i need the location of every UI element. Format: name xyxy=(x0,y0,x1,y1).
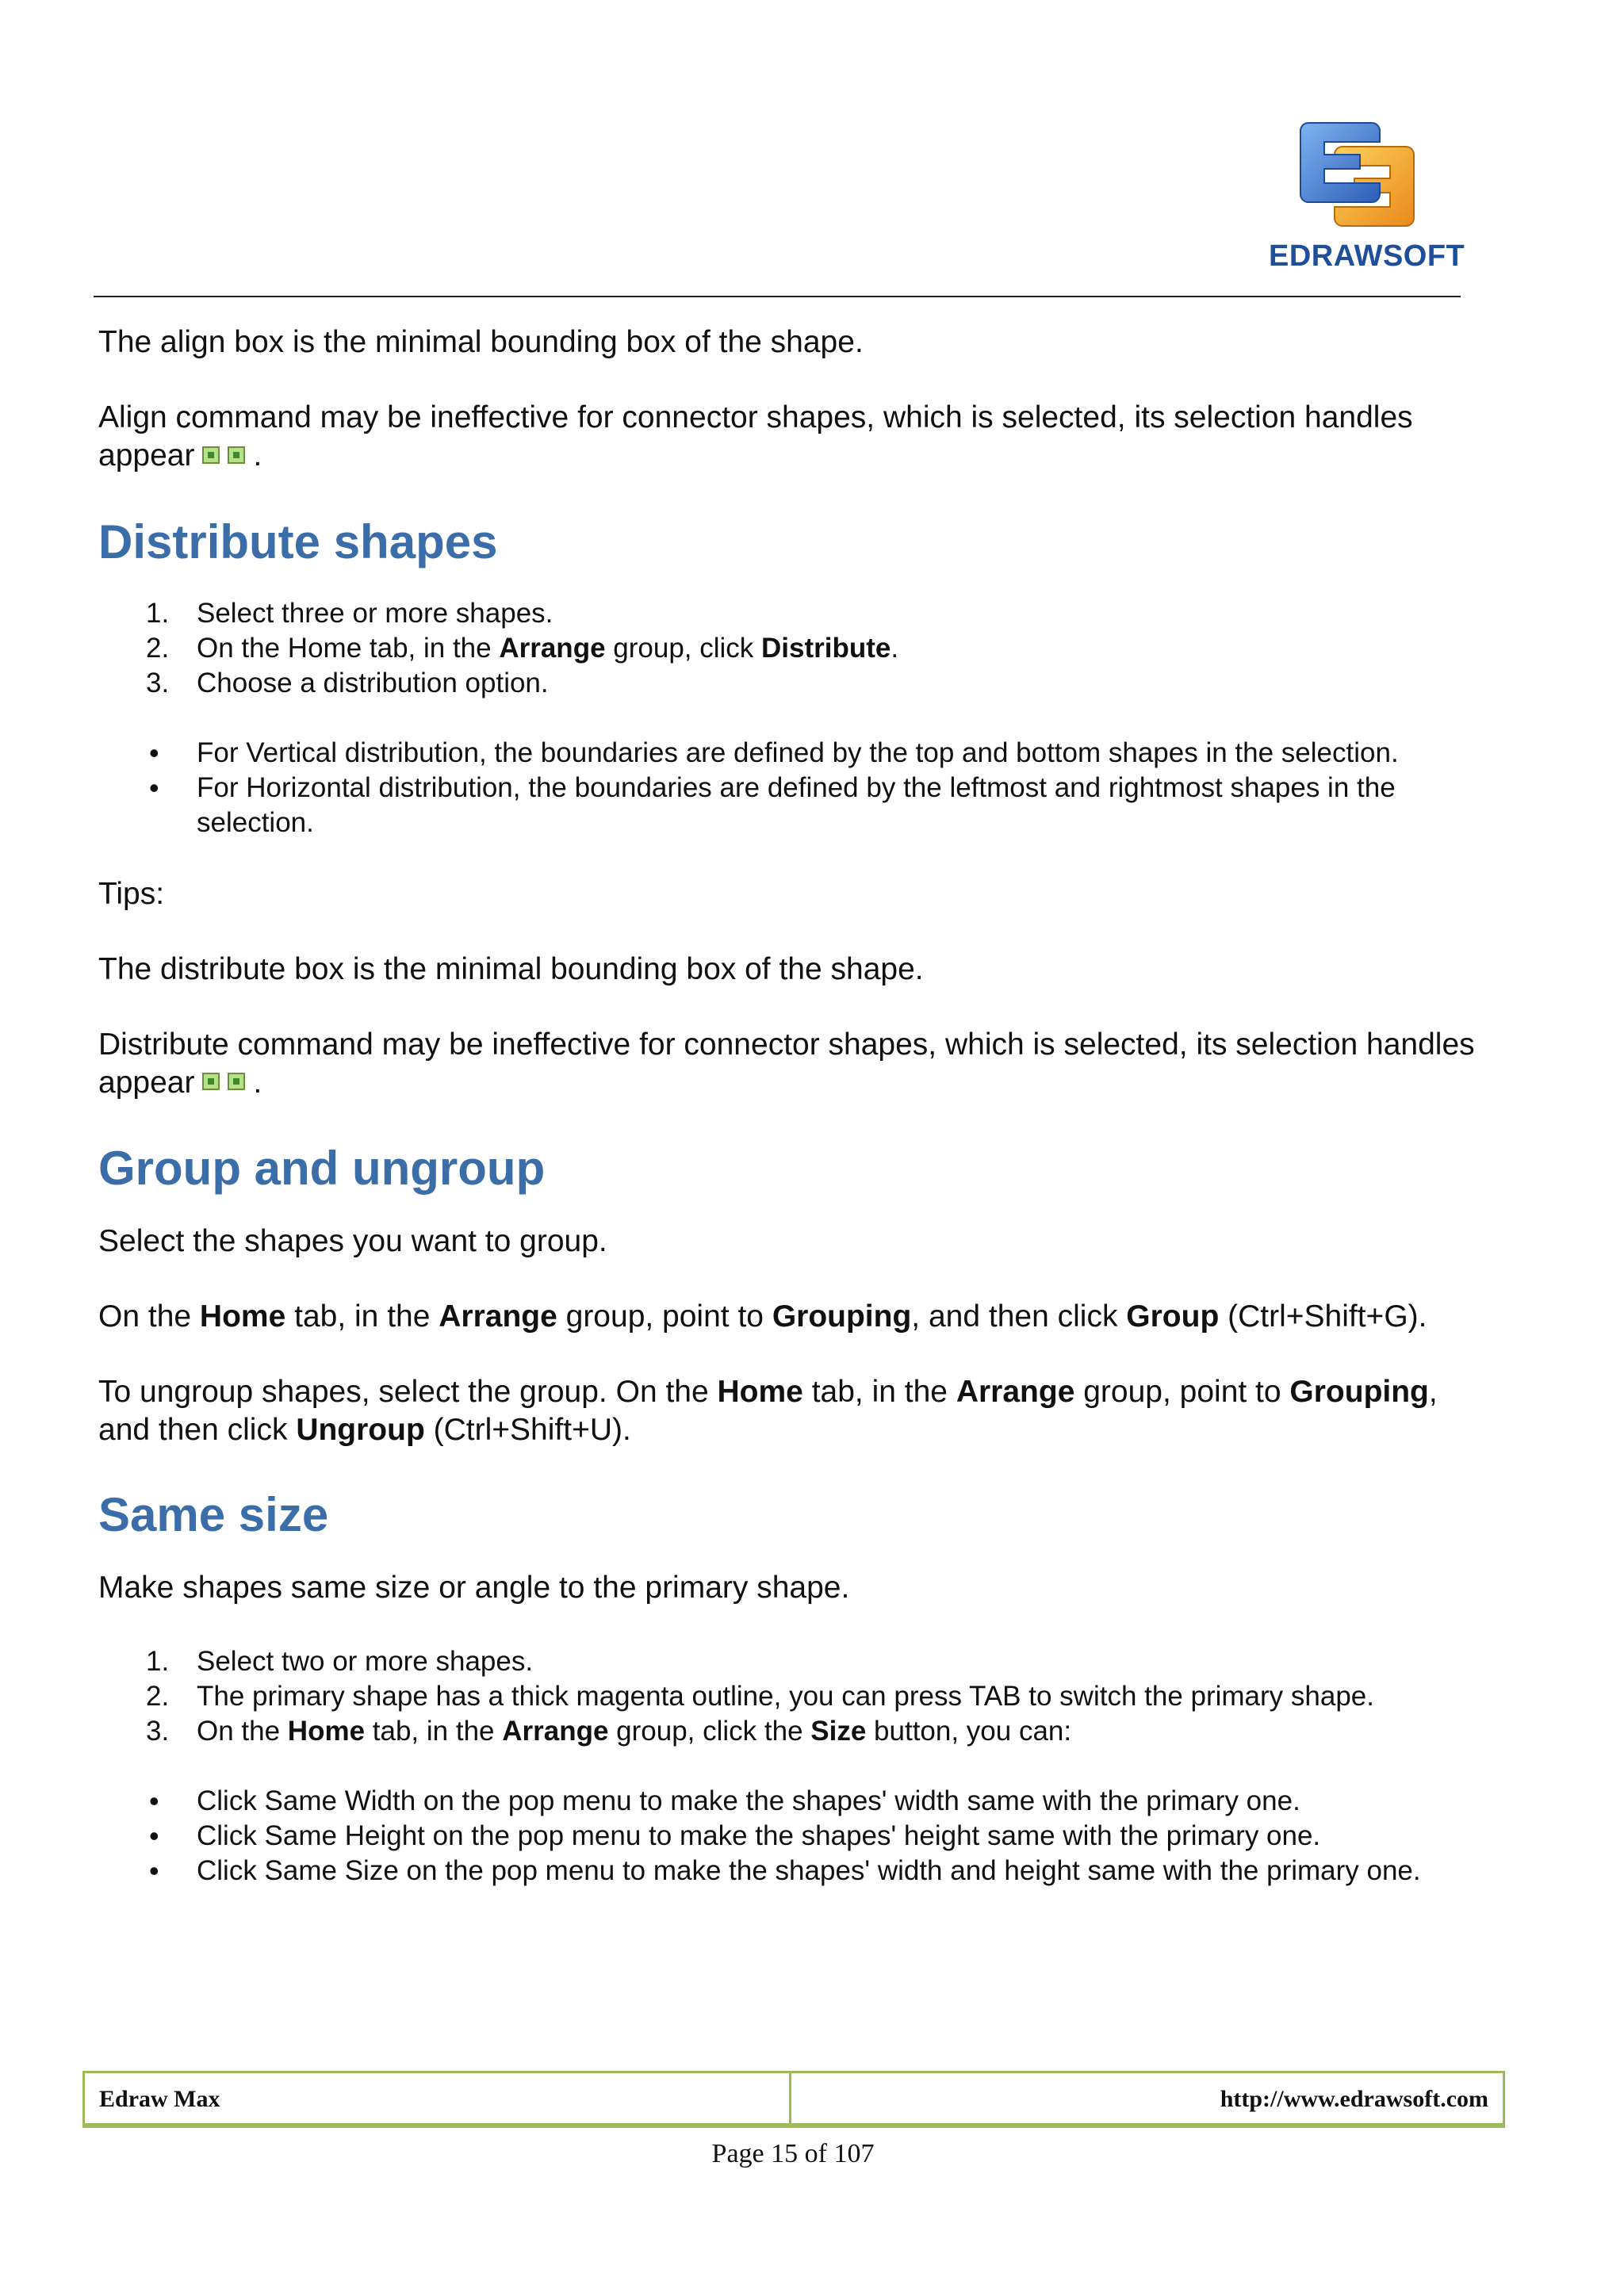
text-run: The primary shape has a thick magenta outline, you can press TAB to switch the primary shape. xyxy=(197,1681,1374,1712)
paragraph-ungroup-instructions xyxy=(98,1373,1494,1449)
paragraph-distribute-command: Distribute command may be ineffective for connector shapes, which is selected, its selection handles appear . xyxy=(98,1026,1494,1104)
bullet-text: Click Same Width on the pop menu to make the shapes' width same with the primary one. xyxy=(197,1785,1300,1817)
list-number: 1. xyxy=(146,1646,170,1678)
paragraph-same-size: Make shapes same size or angle to the primary shape. xyxy=(98,1571,850,1605)
heading-same-size: Same size xyxy=(98,1488,329,1542)
text-run: (Ctrl+Shift+U). xyxy=(424,1413,631,1448)
page-number: Page 15 of 107 xyxy=(711,2139,875,2168)
selection-handles-icon xyxy=(202,438,253,476)
heading-group-ungroup: Group and ungroup xyxy=(98,1142,546,1196)
footer-box xyxy=(82,2071,1505,2128)
bullet-item xyxy=(98,1819,1494,1854)
bold-text: Home xyxy=(717,1375,803,1410)
text-run: . xyxy=(891,632,899,664)
bullet-item xyxy=(98,736,1494,771)
text-run: (Ctrl+Shift+G). xyxy=(1219,1299,1427,1334)
bold-text: Grouping xyxy=(1289,1375,1429,1410)
page-content xyxy=(98,323,1494,1923)
text-run: group, click xyxy=(605,632,762,664)
paragraph-align-box: The align box is the minimal bounding box of the shape. xyxy=(98,325,864,359)
bold-text: Size xyxy=(810,1716,867,1747)
list-number: 2. xyxy=(146,632,170,664)
bold-text: Arrange xyxy=(956,1375,1075,1410)
bold-text: Arrange xyxy=(439,1299,557,1334)
text-run: , and then click xyxy=(911,1299,1127,1334)
list-item xyxy=(98,1644,1494,1679)
bullet-text: For Horizontal distribution, the boundaries are defined by the leftmost and rightmost shapes in the selection. xyxy=(197,771,1396,838)
edrawsoft-logo xyxy=(1269,119,1465,277)
header-rule xyxy=(94,296,1461,297)
list-item xyxy=(98,1714,1494,1749)
distribute-bullets xyxy=(98,736,1494,840)
bullet-icon: • xyxy=(149,736,159,769)
text-run: On the xyxy=(98,1299,200,1334)
bold-text: Ungroup xyxy=(296,1413,425,1448)
paragraph-distribute-box: The distribute box is the minimal bounding box of the shape. xyxy=(98,951,924,986)
footer-divider xyxy=(789,2073,791,2123)
list-item xyxy=(98,1679,1494,1714)
bold-text: Distribute xyxy=(761,632,891,664)
bold-text: Home xyxy=(199,1299,286,1334)
same-size-steps xyxy=(98,1644,1494,1749)
footer-product-name: Edraw Max xyxy=(99,2086,220,2112)
bullet-item xyxy=(98,771,1494,840)
text-run: tab, in the xyxy=(365,1716,503,1747)
text-run: group, point to xyxy=(1074,1375,1290,1410)
logo-wordmark: EDRAWSOFT xyxy=(1269,239,1465,273)
text-run: button, you can: xyxy=(866,1716,1072,1747)
list-item xyxy=(98,666,1494,701)
bullet-icon: • xyxy=(149,771,159,804)
tips-label: Tips: xyxy=(98,876,165,911)
text-run: group, point to xyxy=(557,1299,772,1334)
text-run: Select two or more shapes. xyxy=(197,1646,534,1678)
list-number: 3. xyxy=(146,1716,170,1747)
list-number: 2. xyxy=(146,1681,170,1712)
bold-text: Grouping xyxy=(772,1299,912,1334)
footer-website-link[interactable]: http://www.edrawsoft.com xyxy=(1220,2086,1488,2112)
text-run: To ungroup shapes, select the group. On the xyxy=(98,1375,718,1410)
text-run: Choose a distribution option. xyxy=(197,667,549,698)
bold-text: Home xyxy=(287,1716,366,1747)
heading-distribute-shapes: Distribute shapes xyxy=(98,515,498,568)
paragraph-group-instructions xyxy=(98,1298,1494,1336)
bullet-text: Click Same Height on the pop menu to make the shapes' height same with the primary one. xyxy=(197,1820,1321,1852)
list-number: 3. xyxy=(146,667,170,698)
text-run: tab, in the xyxy=(285,1299,439,1334)
bullet-text: Click Same Size on the pop menu to make the shapes' width and height same with the primary one. xyxy=(197,1855,1421,1887)
text-run: Select three or more shapes. xyxy=(197,597,553,629)
list-number: 1. xyxy=(146,597,170,629)
paragraph-align-command: Align command may be ineffective for connector shapes, which is selected, its selection handles appear . xyxy=(98,399,1494,476)
text-run: On the xyxy=(197,1716,288,1747)
distribute-steps xyxy=(98,596,1494,701)
bold-text: Group xyxy=(1126,1299,1220,1334)
list-item xyxy=(98,631,1494,666)
same-size-bullets xyxy=(98,1784,1494,1888)
bold-text: Arrange xyxy=(502,1716,609,1747)
text-run: tab, in the xyxy=(802,1375,956,1410)
bullet-text: For Vertical distribution, the boundaries are defined by the top and bottom shapes in the selection. xyxy=(197,737,1399,768)
selection-handles-icon xyxy=(202,1065,253,1103)
list-item xyxy=(98,596,1494,631)
bold-text: Arrange xyxy=(499,632,606,664)
bullet-icon: • xyxy=(149,1820,159,1853)
bullet-icon: • xyxy=(149,1854,159,1888)
bullet-item xyxy=(98,1784,1494,1819)
paragraph-select-group: Select the shapes you want to group. xyxy=(98,1224,607,1259)
text-run: On the Home tab, in the xyxy=(197,632,500,664)
text-run: group, click the xyxy=(608,1716,811,1747)
bullet-icon: • xyxy=(149,1785,159,1818)
text-run: , and then click xyxy=(98,1375,1438,1448)
bullet-item xyxy=(98,1854,1494,1888)
edraw-logo-icon xyxy=(1299,119,1418,234)
